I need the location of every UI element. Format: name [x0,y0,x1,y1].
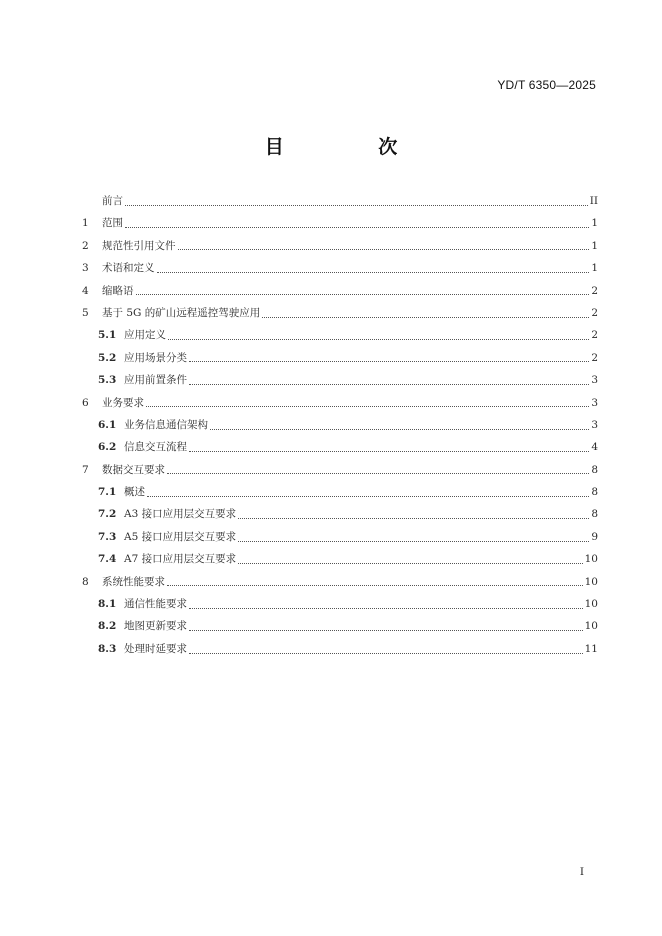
toc-entry-label: 概述 [124,486,145,499]
toc-entry[interactable] [82,302,598,324]
toc-entry-label: A3 接口应用层交互要求 [124,508,237,521]
toc-entry-number: 4 [82,284,89,297]
toc-leader-dots [238,518,589,519]
toc-entry-page: 3 [591,418,598,431]
toc-entry[interactable] [82,548,598,570]
toc-entry-label: 规范性引用文件 [102,239,176,252]
toc-entry-label: 应用场景分类 [124,351,187,364]
toc-entry-page: 2 [591,284,598,297]
toc-entry[interactable] [82,369,598,391]
toc-leader-dots [238,541,589,542]
toc-entry[interactable] [82,615,598,637]
toc-entry-number: 2 [82,239,89,252]
toc-entry-label: 业务要求 [102,396,144,409]
toc-entry-page: 10 [584,575,598,588]
toc-leader-dots [157,272,590,273]
toc-entry[interactable] [82,638,598,660]
toc-entry[interactable] [82,593,598,615]
toc-entry[interactable] [82,212,598,234]
toc-entry[interactable] [82,436,598,458]
toc-entry-page: 3 [591,374,598,387]
toc-entry[interactable] [82,503,598,525]
toc-entry-page: 9 [591,530,598,543]
toc-entry-label: 应用定义 [124,329,166,342]
toc-entry-page: 8 [591,463,598,476]
toc-entry[interactable] [82,235,598,257]
toc-entry-number: 1 [82,217,89,230]
toc-entry-number: 6.1 [98,418,117,431]
toc-entry-label: 前言 [102,195,123,207]
toc-entry-page: 8 [591,508,598,521]
toc-entry-label: A5 接口应用层交互要求 [124,530,237,543]
toc-entry-number: 7.2 [98,508,117,521]
toc-entry-page: 10 [584,553,598,566]
toc-entry-page: 10 [584,598,598,611]
toc-leader-dots [168,339,589,340]
toc-leader-dots [189,451,589,452]
toc-entry-number: 8.3 [98,642,117,655]
toc-entry-number: 5.1 [98,329,117,342]
toc-entry[interactable] [82,190,598,212]
toc-entry-page: II [589,195,598,207]
toc-leader-dots [167,473,589,474]
toc-entry[interactable] [82,571,598,593]
toc-entry-label: 地图更新要求 [124,620,187,633]
toc-entry-number: 7.4 [98,553,117,566]
table-of-contents [82,190,598,660]
toc-entry-page: 11 [584,642,598,655]
toc-leader-dots [125,227,589,228]
toc-entry-number: 6.2 [98,441,117,454]
toc-entry-label: 系统性能要求 [102,575,165,588]
toc-entry-page: 2 [591,306,598,319]
toc-entry-number: 6 [82,396,89,409]
toc-entry[interactable] [82,526,598,548]
toc-entry[interactable] [82,414,598,436]
toc-leader-dots [189,630,583,631]
toc-entry[interactable] [82,481,598,503]
toc-leader-dots [262,317,589,318]
toc-leader-dots [125,205,588,206]
toc-entry-number: 7.1 [98,486,117,499]
toc-leader-dots [189,653,583,654]
toc-entry-page: 3 [591,396,598,409]
toc-entry-label: 通信性能要求 [124,598,187,611]
standard-code: YD/T 6350—2025 [497,78,596,92]
toc-entry-number: 5.2 [98,351,117,364]
toc-leader-dots [210,429,589,430]
toc-entry-label: 处理时延要求 [124,642,187,655]
toc-entry-page: 8 [591,486,598,499]
toc-entry-number: 8.1 [98,598,117,611]
toc-entry[interactable] [82,324,598,346]
page-title: 目 次 [264,136,442,158]
toc-leader-dots [189,384,589,385]
toc-entry-label: 范围 [102,217,123,230]
toc-leader-dots [136,294,590,295]
toc-leader-dots [238,563,583,564]
toc-entry-number: 7 [82,463,89,476]
toc-entry-label: 应用前置条件 [124,374,187,387]
toc-entry-page: 2 [591,351,598,364]
toc-entry-number: 8.2 [98,620,117,633]
toc-entry-page: 4 [591,441,598,454]
toc-entry-number: 3 [82,262,89,275]
toc-entry-label: 缩略语 [102,284,134,297]
toc-entry-label: 数据交互要求 [102,463,165,476]
toc-entry-label: 业务信息通信架构 [124,418,208,431]
toc-leader-dots [189,361,589,362]
toc-entry-number: 8 [82,575,89,588]
toc-entry-label: 术语和定义 [102,262,155,275]
page-number: I [579,866,584,878]
toc-leader-dots [167,585,583,586]
toc-entry-number: 5 [82,306,89,319]
toc-entry-label: A7 接口应用层交互要求 [124,553,237,566]
toc-entry-number: 7.3 [98,530,117,543]
toc-leader-dots [189,608,583,609]
toc-entry-page: 1 [591,239,598,252]
toc-entry[interactable] [82,347,598,369]
toc-entry-page: 1 [591,217,598,230]
toc-entry-label: 基于 5G 的矿山远程遥控驾驶应用 [102,306,261,319]
toc-leader-dots [178,249,590,250]
toc-entry-page: 10 [584,620,598,633]
toc-entry-number: 5.3 [98,374,117,387]
toc-entry-page: 2 [591,329,598,342]
toc-entry-label: 信息交互流程 [124,441,187,454]
toc-entry-page: 1 [591,262,598,275]
toc-entry[interactable] [82,280,598,302]
toc-entry[interactable] [82,257,598,279]
toc-leader-dots [147,496,589,497]
toc-entry[interactable] [82,459,598,481]
toc-entry[interactable] [82,392,598,414]
toc-leader-dots [146,406,589,407]
